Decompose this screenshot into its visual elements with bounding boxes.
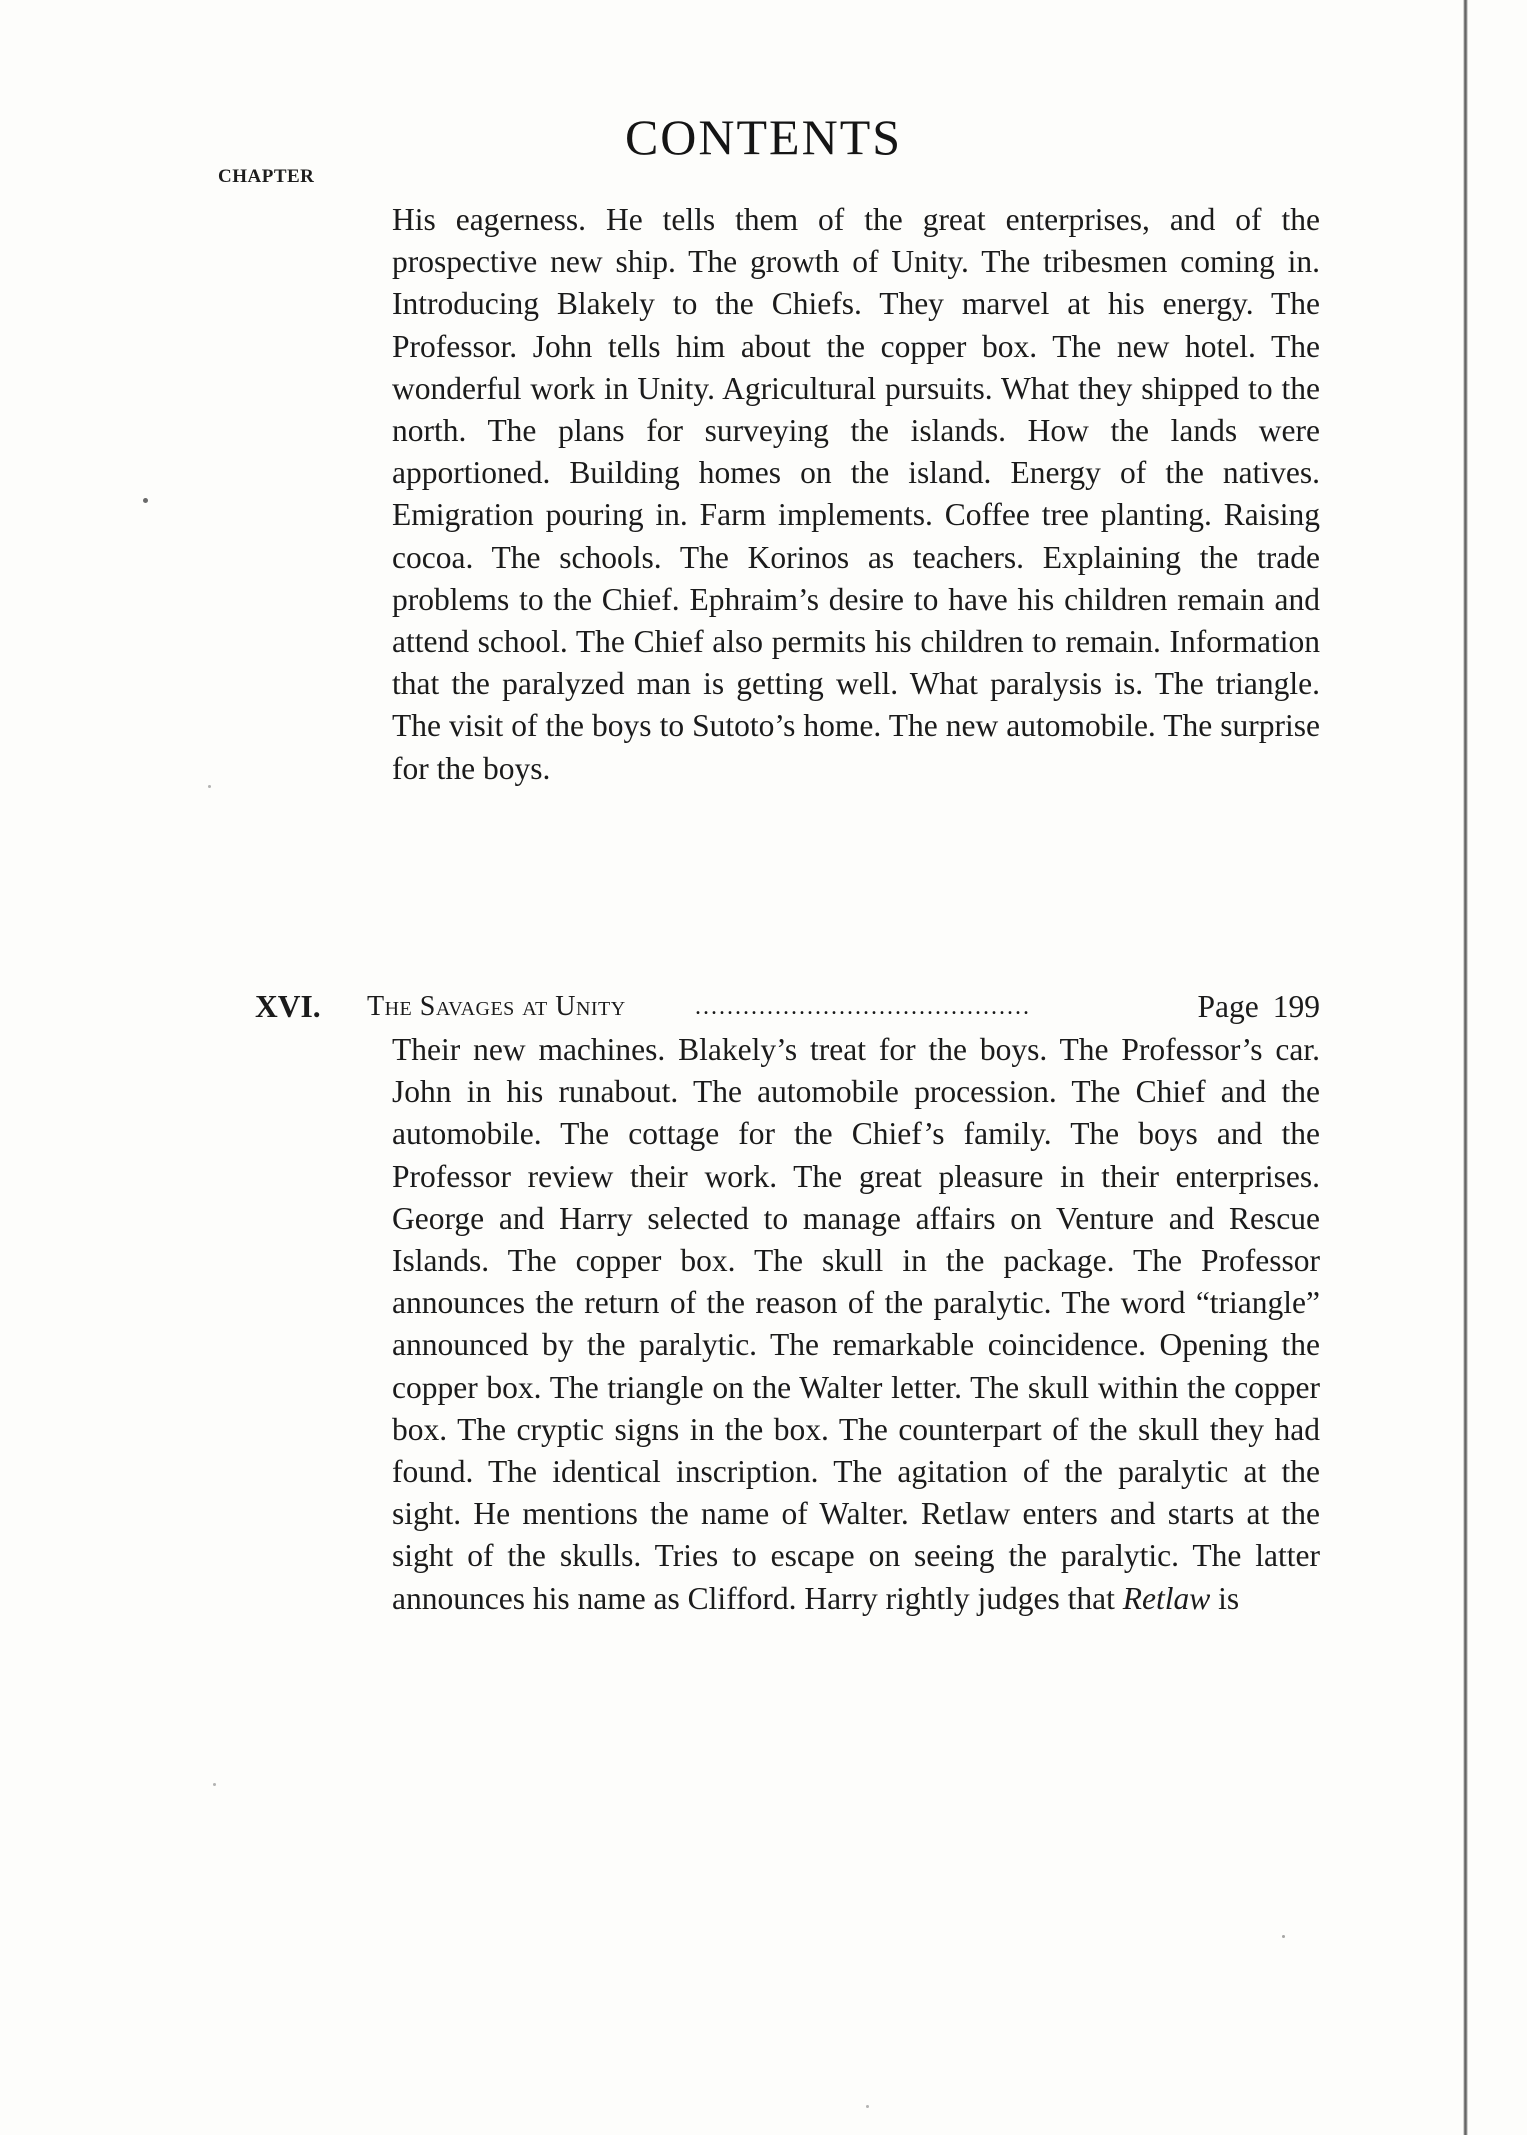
page-gutter-edge <box>1463 0 1468 2135</box>
paper-speck <box>213 1783 216 1786</box>
page-title: CONTENTS <box>624 109 903 165</box>
chapter-summary-tail: is <box>1218 1580 1240 1616</box>
dot-leaders: .......................................... <box>695 994 1031 1020</box>
chapter-number: XVI. <box>255 989 321 1024</box>
paper-speck <box>208 785 211 788</box>
paper-speck <box>143 498 148 503</box>
chapter-title: The Savages at Unity <box>367 991 626 1022</box>
chapter-summary-italic: Retlaw <box>1122 1580 1211 1616</box>
chapter-column-label: CHAPTER <box>218 166 315 187</box>
chapter-entry-heading <box>255 985 1320 1029</box>
chapter-summary <box>392 1029 1320 1620</box>
chapter-summary-text: Their new machines. Blakely’s treat for the boys. The Professor’s car. John in his runabout. The automobile procession. The Chief and the automobile. The cottage for the Chief’s family. The boys and the Professor review their work. The great pleasure in their enterprises. George and Harry selected to manage affairs on Venture and Rescue Islands. The copper box. The skull in the package. The Professor announces the return of the reason of the paralytic. The word “triangle” announced by the paralytic. The remarkable coincidence. Opening the copper box. The triangle on the Walter letter. The skull within the copper box. The cryptic signs in the box. The counterpart of the skull they had found. The identical inscription. The agitation of the paralytic at the sight. He mentions the name of Walter. Retlaw enters and starts at the sight of the skulls. Tries to escape on seeing the paralytic. The latter announces his name as Clifford. Harry rightly judges that <box>392 1032 1320 1616</box>
page-label: Page <box>1197 989 1259 1024</box>
page-number: 199 <box>1272 989 1320 1024</box>
paper-speck <box>866 2105 869 2108</box>
paper-speck <box>1282 1935 1285 1938</box>
continued-chapter-summary: His eagerness. He tells them of the great enterprises, and of the prospective new ship. The growth of Unity. The tribesmen coming in. Introducing Blakely to the Chiefs. They marvel at his energy. The Professor. John tells him about the copper box. The new hotel. The wonderful work in Unity. Agricultural pursuits. What they shipped to the north. The plans for surveying the islands. How the lands were apportioned. Building homes on the island. Energy of the natives. Emigration pouring in. Farm implements. Coffee tree planting. Raising cocoa. The schools. The Korinos as teachers. Explaining the trade problems to the Chief. Ephraim’s desire to have his children remain and attend school. The Chief also permits his children to remain. Information that the paralyzed man is getting well. What paralysis is. The triangle. The visit of the boys to Sutoto’s home. The new automobile. The surprise for the boys. <box>392 202 1320 786</box>
chapter-page-reference <box>1196 985 1320 1029</box>
